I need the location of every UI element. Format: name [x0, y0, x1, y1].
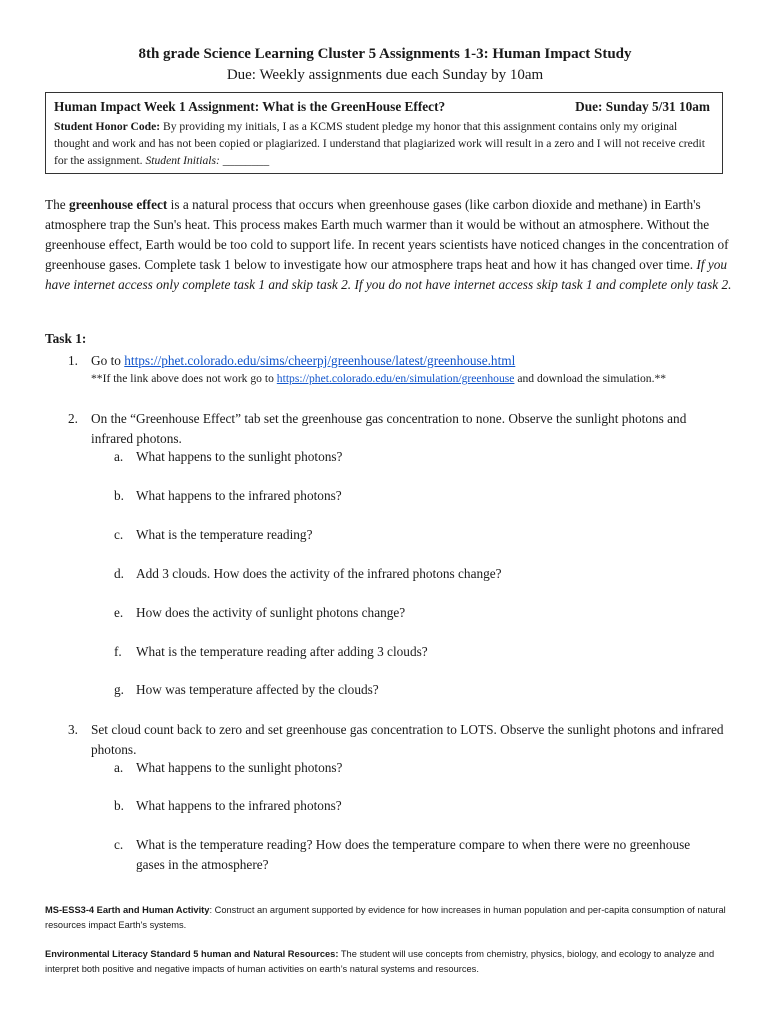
step-2-number: 2.	[68, 411, 78, 426]
assignment-heading-row	[54, 99, 714, 116]
question-text: How does the activity of sunlight photons change?	[136, 605, 406, 620]
question-text: What happens to the sunlight photons?	[136, 760, 343, 775]
standard-environmental-literacy	[45, 947, 735, 977]
intro-term: greenhouse effect	[69, 197, 168, 212]
honor-code-text: By providing my initials, I as a KCMS student pledge my honor that this assignment contains only my original thought and work and has not been copied or plagiarized. I understand that plagiarized work will result in a zero and I will not receive credit for the assignment.	[54, 120, 705, 167]
step-3	[68, 720, 728, 759]
intro-paragraph	[45, 195, 735, 295]
assignment-box	[45, 92, 723, 174]
phet-download-link[interactable]: https://phet.colorado.edu/en/simulation/greenhouse	[276, 372, 515, 385]
step-1-prefix: Go to	[91, 353, 125, 368]
question-letter: d.	[114, 566, 124, 581]
intro-lead: The	[45, 197, 69, 212]
question-letter: b.	[114, 798, 124, 813]
question-text: What happens to the sunlight photons?	[136, 449, 343, 464]
step-3-text: Set cloud count back to zero and set greenhouse gas concentration to LOTS. Observe the sunlight photons and infrared photons.	[91, 722, 724, 757]
note-prefix: **If the link above does not work go to	[91, 372, 277, 385]
intro-body: is a natural process that occurs when greenhouse gases (like carbon dioxide and methane) in Earth's atmosphere trap the Sun's heat. This process makes Earth much warmer than it would be without an atmosphere. Without the greenhouse effect, Earth would be too cold to support life. In recent years scientists have noticed changes in the concentration of greenhouse gases. Complete task 1 below to investigate how our atmosphere traps heat and how it has changed over time.	[45, 197, 729, 272]
standard-label: Environmental Literacy Standard 5 human and Natural Resources:	[45, 949, 339, 959]
question-letter: g.	[114, 682, 124, 697]
question-letter: c.	[114, 837, 124, 852]
step-1-text	[91, 351, 515, 371]
question-letter: b.	[114, 488, 124, 503]
question-text: What happens to the infrared photons?	[136, 488, 342, 503]
assignment-heading: Human Impact Week 1 Assignment: What is the GreenHouse Effect?	[54, 99, 446, 114]
alternate-link-note	[91, 372, 666, 385]
note-suffix: and download the simulation.**	[514, 372, 667, 385]
question-letter: e.	[114, 605, 124, 620]
honor-code	[54, 118, 714, 169]
step-3-number: 3.	[68, 722, 78, 737]
step-2	[68, 409, 728, 448]
standard-ms-ess3-4	[45, 903, 735, 933]
question-3c-continued	[136, 857, 269, 873]
honor-code-label: Student Honor Code:	[54, 120, 161, 133]
standard-text: The student will use concepts from chemistry, physics, biology, and ecology to analyze and interpret both positive and negative impacts of human activities on earth’s natural systems and resources.	[45, 949, 715, 974]
initials-blank[interactable]: ________	[219, 154, 270, 167]
step-2-text: On the “Greenhouse Effect” tab set the greenhouse gas concentration to none. Observe the sunlight photons and infrared photons.	[91, 411, 687, 446]
assignment-due: Due: Sunday 5/31 10am	[575, 99, 710, 114]
question-text: gases in the atmosphere?	[136, 857, 269, 872]
question-letter: c.	[114, 527, 124, 542]
task-1-title: Task 1:	[45, 331, 87, 346]
standard-label: MS-ESS3-4 Earth and Human Activity	[45, 905, 210, 915]
page-title: 8th grade Science Learning Cluster 5 Assignments 1-3: Human Impact Study	[138, 46, 632, 62]
initials-label: Student Initials:	[145, 154, 220, 167]
question-text: Add 3 clouds. How does the activity of the infrared photons change?	[136, 566, 502, 581]
step-1-number: 1.	[68, 353, 78, 368]
standard-text: : Construct an argument supported by evidence for how increases in human population and per-capita consumption of natural resources impact Earth's systems.	[45, 905, 726, 930]
question-letter: a.	[114, 760, 124, 775]
question-letter: f.	[114, 644, 122, 659]
question-text: What is the temperature reading after adding 3 clouds?	[136, 644, 428, 659]
phet-simulation-link[interactable]: https://phet.colorado.edu/sims/cheerpj/greenhouse/latest/greenhouse.html	[124, 353, 516, 368]
page-subtitle: Due: Weekly assignments due each Sunday by 10am	[226, 67, 544, 83]
question-text: What is the temperature reading?	[136, 527, 313, 542]
question-letter: a.	[114, 449, 124, 464]
question-text: How was temperature affected by the clouds?	[136, 682, 379, 697]
question-text: What is the temperature reading? How does the temperature compare to when there were no greenhouse	[136, 837, 691, 852]
question-text: What happens to the infrared photons?	[136, 798, 342, 813]
intro-instructions: If you have internet access only complete task 1 and skip task 2. If you do not have internet access skip task 1 and complete only task 2.	[45, 257, 732, 292]
